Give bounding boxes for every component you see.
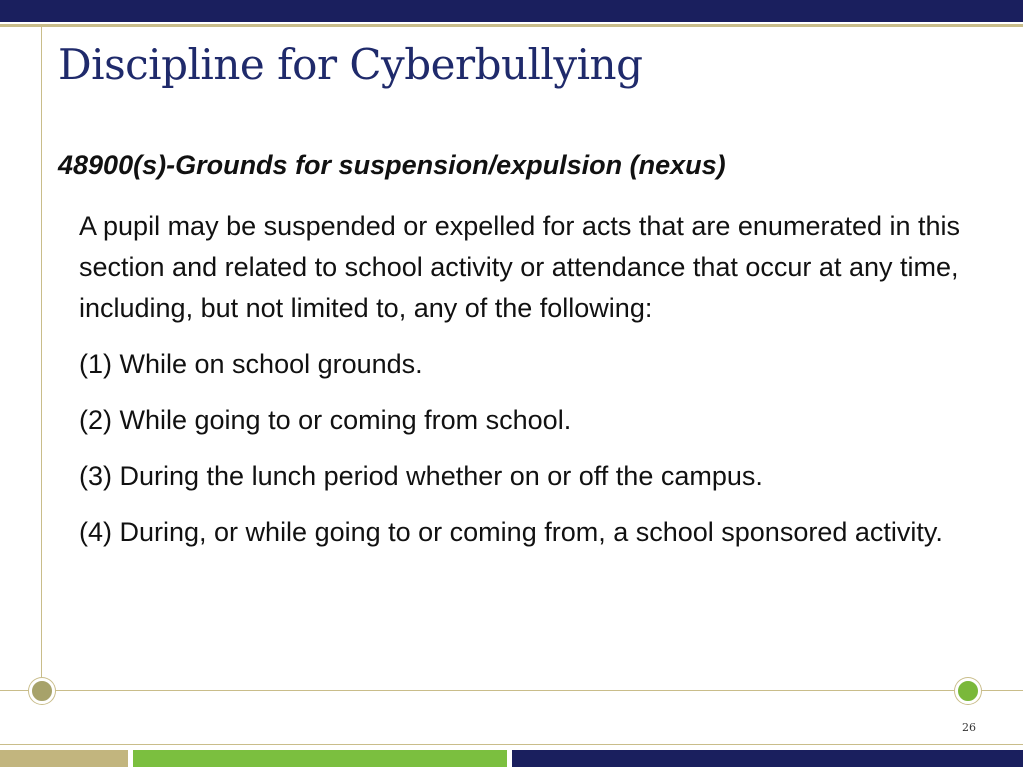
footer-band-green xyxy=(133,750,507,767)
list-item-school-grounds: (1) While on school grounds. xyxy=(79,349,423,379)
slide-body xyxy=(79,206,999,568)
list-item-school-activity: (4) During, or while going to or coming from, a school sponsored activity. xyxy=(79,517,943,547)
left-circle-ornament xyxy=(29,678,55,704)
left-vertical-rule xyxy=(41,27,42,678)
slide-title: Discipline for Cyberbullying xyxy=(58,40,643,89)
footer-gold-rule xyxy=(0,744,1023,745)
list-item-going-to-school: (2) While going to or coming from school. xyxy=(79,405,572,435)
section-subheading: 48900(s)-Grounds for suspension/expulsion (nexus) xyxy=(58,150,726,180)
body-paragraph-intro: A pupil may be suspended or expelled for acts that are enumerated in this section and related to school activity or attendance that occur at any time, including, but not limited to, any of the following: xyxy=(79,211,961,323)
footer-band-navy xyxy=(512,750,1023,767)
page-number: 26 xyxy=(962,721,976,734)
footer-band-tan xyxy=(0,750,128,767)
list-item-lunch-period: (3) During the lunch period whether on or off the campus. xyxy=(79,461,763,491)
top-gold-rule xyxy=(0,24,1023,27)
right-circle-ornament xyxy=(955,678,981,704)
top-navy-bar xyxy=(0,0,1023,22)
bottom-horizontal-rule xyxy=(0,690,1023,691)
